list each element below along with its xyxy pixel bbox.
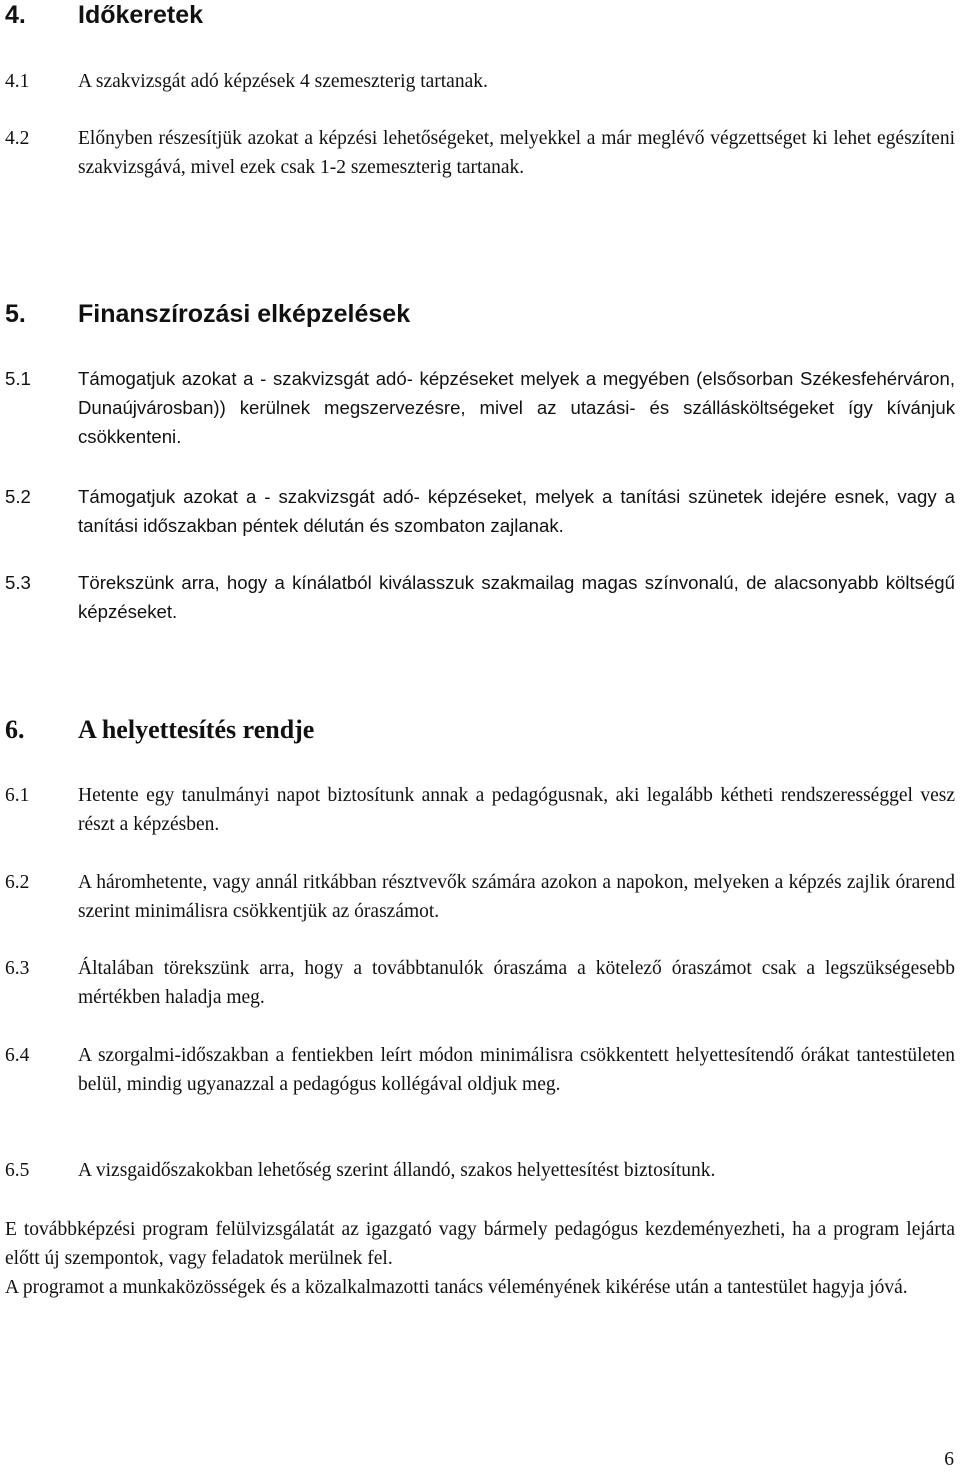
item-number: 4.2 xyxy=(5,128,30,149)
item-number: 6.5 xyxy=(5,1160,30,1181)
item-number: 5.2 xyxy=(5,486,31,507)
item-text: A háromhetente, vagy annál ritkábban résztvevők számára azokon a napokon, melyeken a képzés zajlik órarend szerint minimálisra csökkentjük az óraszámot. xyxy=(78,872,955,922)
item-number: 6.2 xyxy=(5,872,30,893)
item-5-1 xyxy=(5,364,955,451)
item-number: 5.3 xyxy=(5,572,31,593)
item-4-1 xyxy=(5,67,955,96)
closing-paragraph-review: E továbbképzési program felülvizsgálatát az igazgató vagy bármely pedagógus kezdeményezheti, ha a program lejárta előtt új szempontok, vagy feladatok merülnek fel. xyxy=(5,1219,955,1269)
item-number: 6.3 xyxy=(5,958,30,979)
section-4-heading xyxy=(5,0,203,30)
section-number: 5. xyxy=(5,300,26,328)
item-6-2 xyxy=(5,868,955,926)
item-text: Hetente egy tanulmányi napot biztosítunk annak a pedagógusnak, aki legalább kétheti rendszerességgel vesz részt a képzésben. xyxy=(78,785,955,835)
item-6-1 xyxy=(5,781,955,839)
item-5-2 xyxy=(5,482,955,540)
item-text: A szorgalmi-időszakban a fentiekben leírt módon minimálisra csökkentett helyettesítendő órákat tantestületen belül, mindig ugyanazzal a pedagógus kollégával oldjuk meg. xyxy=(78,1045,955,1095)
section-title: Finanszírozási elképzelések xyxy=(78,300,411,328)
closing-paragraph-approval: A programot a munkaközösségek és a közalkalmazotti tanács véleményének kikérése után a tantestület hagyja jóvá. xyxy=(5,1277,908,1298)
item-text: Támogatjuk azokat a - szakvizsgát adó- képzéseket, melyek a tanítási szünetek idejére esnek, vagy a tanítási időszakban péntek délután és szombaton zajlanak. xyxy=(78,486,955,536)
item-number: 4.1 xyxy=(5,71,30,92)
section-title: A helyettesítés rendje xyxy=(78,715,315,744)
item-5-3 xyxy=(5,568,955,626)
item-number: 5.1 xyxy=(5,368,31,389)
item-text: Előnyben részesítjük azokat a képzési lehetőségeket, melyekkel a már meglévő végzettséget ki lehet egészíteni szakvizsgává, mivel ezek csak 1-2 szemeszterig tartanak. xyxy=(78,128,955,178)
item-text: Támogatjuk azokat a - szakvizsgát adó- képzéseket melyek a megyében (elsősorban Székesfehérváron, Dunaújvárosban)) kerülnek megszervezésre, mivel az utazási- és szállásköltségeket így kívánjuk csökkenteni. xyxy=(78,368,955,447)
item-text: Törekszünk arra, hogy a kínálatból kiválasszuk szakmailag magas színvonalú, de alacsonyabb költségű képzéseket. xyxy=(78,572,955,622)
section-number: 6. xyxy=(5,715,25,744)
item-6-3 xyxy=(5,954,955,1012)
section-title: Időkeretek xyxy=(78,1,204,29)
item-6-5 xyxy=(5,1156,955,1185)
section-6-heading xyxy=(5,715,314,745)
section-number: 4. xyxy=(5,1,26,29)
item-number: 6.1 xyxy=(5,785,30,806)
section-5-heading xyxy=(5,299,410,329)
item-text: A szakvizsgát adó képzések 4 szemeszterig tartanak. xyxy=(78,71,488,92)
item-text: Általában törekszünk arra, hogy a továbbtanulók óraszáma a kötelező óraszámot csak a legszükségesebb mértékben haladja meg. xyxy=(78,958,955,1008)
page-number: 6 xyxy=(944,1449,954,1470)
item-text: A vizsgaidőszakokban lehetőség szerint állandó, szakos helyettesítést biztosítunk. xyxy=(78,1160,716,1181)
item-6-4 xyxy=(5,1041,955,1099)
item-number: 6.4 xyxy=(5,1045,30,1066)
item-4-2 xyxy=(5,124,955,182)
